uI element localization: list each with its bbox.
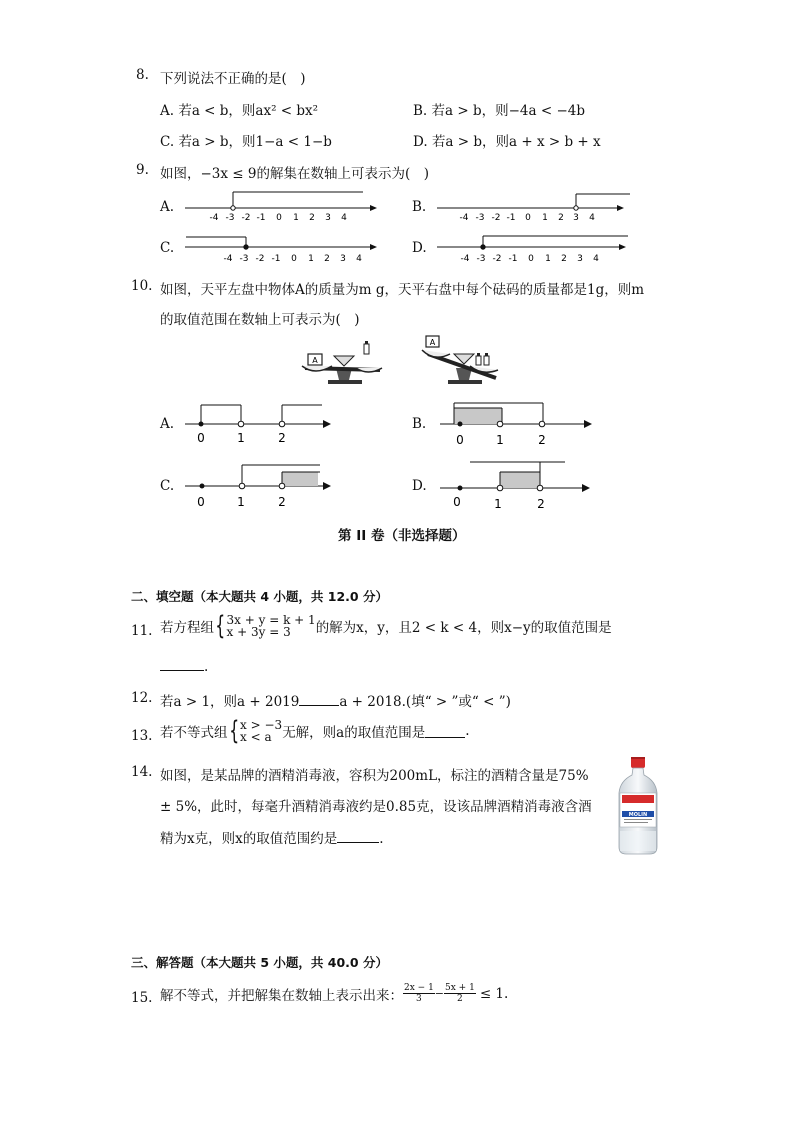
tick-label: 1 xyxy=(542,213,548,223)
tick-label: -4 xyxy=(209,213,219,223)
q14-end: . xyxy=(379,831,384,847)
tick-label: 3 xyxy=(577,254,583,264)
tick-label: -2 xyxy=(255,254,265,264)
tick-label: 4 xyxy=(593,254,599,264)
tick-label: 0 xyxy=(197,431,205,445)
tick-label: -3 xyxy=(225,213,235,223)
q15-frac2-denominator: 2 xyxy=(457,994,463,1004)
tick-label: 3 xyxy=(325,213,331,223)
q8-option-c[interactable] xyxy=(160,130,332,150)
q15-suffix: ≤ 1. xyxy=(479,985,509,1002)
q9-option-d-label[interactable]: D. xyxy=(412,240,427,256)
tick-label: 3 xyxy=(573,213,579,223)
tick-label: 4 xyxy=(356,254,362,264)
q11-eq2: x + 3y = 3 xyxy=(226,625,291,639)
tick-label: 1 xyxy=(545,254,551,264)
tick-label: 0 xyxy=(453,495,461,509)
tick-label: -2 xyxy=(491,213,501,223)
q14-line1: 如图，是某品牌的酒精消毒液，容积为200mL，标注的酒精含量是75% xyxy=(160,768,589,784)
q9-stem: 如图，−3x ≤ 9的解集在数轴上可表示为( ) xyxy=(160,166,430,182)
q8-option-b-label: B. xyxy=(413,103,428,119)
tick-label: 0 xyxy=(276,213,282,223)
tick-label: 2 xyxy=(278,431,286,445)
q9-option-b-label[interactable]: B. xyxy=(412,199,427,215)
tick-label: 1 xyxy=(293,213,299,223)
q14-blank[interactable] xyxy=(337,830,379,843)
section2-heading: 二、填空题（本大题共 4 小题，共 12.0 分） xyxy=(131,589,388,604)
q15-fraction-1 xyxy=(403,983,435,1004)
q8-option-b-text: 若a > b，则−4a < −4b xyxy=(431,103,585,119)
q15-frac2-numerator: 5x + 1 xyxy=(445,983,475,993)
q9-option-a-label[interactable]: A. xyxy=(160,199,175,215)
q11-equation-system xyxy=(214,613,316,639)
q10-number: 10. xyxy=(131,278,153,294)
q15-frac1-denominator: 3 xyxy=(416,994,422,1004)
q13-suffix: 无解，则a的取值范围是 xyxy=(282,725,426,741)
q8-number: 8. xyxy=(136,67,149,83)
tick-label: 0 xyxy=(197,495,205,509)
part2-title: 第 II 卷（非选择题） xyxy=(338,528,466,544)
brace-icon: { xyxy=(228,716,239,746)
q15-prefix: 解不等式，并把解集在数轴上表示出来： xyxy=(160,987,403,1004)
section3-heading: 三、解答题（本大题共 5 小题，共 40.0 分） xyxy=(131,955,388,970)
tick-label: 1 xyxy=(237,431,245,445)
tick-label: 2 xyxy=(537,497,545,511)
q9-number: 9. xyxy=(136,162,149,178)
q12-suffix: a + 2018.(填“ > ”或“ < ”) xyxy=(339,694,511,710)
q13-stem xyxy=(160,718,470,744)
q11-answer xyxy=(160,658,208,675)
tick-label: 1 xyxy=(237,495,245,509)
q9-option-a-number-line xyxy=(180,188,380,224)
q9-option-b-number-line xyxy=(432,188,632,224)
q13-eq1: x > −3 xyxy=(240,718,283,732)
tick-label: -4 xyxy=(460,254,470,264)
tick-label: 2 xyxy=(561,254,567,264)
tick-label: -1 xyxy=(508,254,518,264)
object-a-label: A xyxy=(429,338,436,347)
q10-option-d-label[interactable]: D. xyxy=(412,478,427,494)
tick-label: -4 xyxy=(459,213,469,223)
tick-label: -1 xyxy=(271,254,281,264)
q15-minus: − xyxy=(434,987,445,1000)
q15-frac1-numerator: 2x − 1 xyxy=(404,983,434,993)
q10-option-b-label[interactable]: B. xyxy=(412,416,427,432)
q10-stem-line2: 的取值范围在数轴上可表示为( ) xyxy=(160,312,360,328)
q11-suffix: 的解为x，y，且2 < k < 4，则x−y的取值范围是 xyxy=(315,620,612,636)
q12-number: 12. xyxy=(131,690,153,706)
q13-eq2: x < a xyxy=(240,730,272,744)
tick-label: 0 xyxy=(528,254,534,264)
q10-option-a-number-line xyxy=(185,398,335,448)
tick-label: 1 xyxy=(494,497,502,511)
tick-label: 0 xyxy=(291,254,297,264)
q8-option-a[interactable] xyxy=(160,99,318,119)
tick-label: -2 xyxy=(492,254,502,264)
tick-label: 4 xyxy=(341,213,347,223)
q15-fraction-2 xyxy=(444,983,476,1004)
q13-blank[interactable] xyxy=(425,725,465,738)
tick-label: 1 xyxy=(308,254,314,264)
q13-number: 13. xyxy=(131,728,153,744)
q12-blank[interactable] xyxy=(299,693,339,706)
q13-prefix: 若不等式组 xyxy=(160,725,228,741)
q8-option-d-text: 若a > b，则a + x > b + x xyxy=(431,134,601,150)
q10-option-b-number-line xyxy=(440,398,600,448)
q11-number: 11. xyxy=(131,623,153,639)
q13-end: . xyxy=(465,723,470,739)
q14-line3: 精为x克，则x的取值范围约是 xyxy=(160,831,338,847)
q14-number: 14. xyxy=(131,764,153,780)
q10-option-c-number-line xyxy=(185,460,335,512)
q15-number: 15. xyxy=(131,990,153,1006)
q12-prefix: 若a > 1，则a + 2019 xyxy=(160,694,300,710)
q8-option-d-label: D. xyxy=(413,134,428,150)
q10-option-d-number-line xyxy=(440,456,600,514)
alcohol-bottle-image xyxy=(614,755,662,857)
q8-stem: 下列说法不正确的是( ) xyxy=(160,71,306,87)
tick-label: 1 xyxy=(496,433,504,447)
q11-eq1: 3x + y = k + 1 xyxy=(226,613,316,627)
q13-inequality-system xyxy=(228,718,283,744)
tick-label: 2 xyxy=(558,213,564,223)
q8-option-c-label: C. xyxy=(160,134,175,150)
q11-stem xyxy=(160,613,612,639)
tick-label: -3 xyxy=(475,213,485,223)
q14-line3-wrap xyxy=(160,827,384,847)
bottle-label: MOLIN xyxy=(628,812,648,818)
q8-option-a-text: 若a < b，则ax² < bx² xyxy=(178,103,319,119)
brace-icon: { xyxy=(215,611,226,641)
q9-option-c-label[interactable]: C. xyxy=(160,240,175,256)
balance-scale-2 xyxy=(420,332,510,386)
tick-label: 2 xyxy=(309,213,315,223)
tick-label: -1 xyxy=(506,213,516,223)
q15-stem xyxy=(160,983,508,1004)
q10-option-c-label[interactable]: C. xyxy=(160,478,175,494)
tick-label: 0 xyxy=(525,213,531,223)
tick-label: -3 xyxy=(476,254,486,264)
tick-label: -2 xyxy=(241,213,251,223)
tick-label: 2 xyxy=(538,433,546,447)
object-a-label: A xyxy=(312,356,318,365)
q11-prefix: 若方程组 xyxy=(160,620,214,636)
tick-label: -1 xyxy=(256,213,266,223)
q8-option-a-label: A. xyxy=(160,103,175,119)
q11-blank[interactable] xyxy=(160,658,204,671)
tick-label: 3 xyxy=(340,254,346,264)
q12-stem xyxy=(160,690,511,710)
q9-option-c-number-line xyxy=(180,231,380,267)
tick-label: -3 xyxy=(239,254,249,264)
q8-option-b[interactable] xyxy=(413,99,585,119)
q11-end: . xyxy=(204,659,209,675)
tick-label: 2 xyxy=(278,495,286,509)
q8-option-c-text: 若a > b，则1−a < 1−b xyxy=(178,134,332,150)
q10-stem-line1: 如图，天平左盘中物体A的质量为m g，天平右盘中每个砝码的质量都是1g，则m xyxy=(160,282,645,298)
q8-option-d[interactable] xyxy=(413,130,601,150)
q10-option-a-label[interactable]: A. xyxy=(160,416,175,432)
tick-label: 2 xyxy=(324,254,330,264)
tick-label: 0 xyxy=(456,433,464,447)
tick-label: 4 xyxy=(589,213,595,223)
tick-label: -4 xyxy=(223,254,233,264)
balance-scale-1 xyxy=(300,336,390,386)
q14-line2: ± 5%，此时，每毫升酒精消毒液约是0.85克，设该品牌酒精消毒液含酒 xyxy=(160,799,592,815)
q9-option-d-number-line xyxy=(432,231,632,267)
